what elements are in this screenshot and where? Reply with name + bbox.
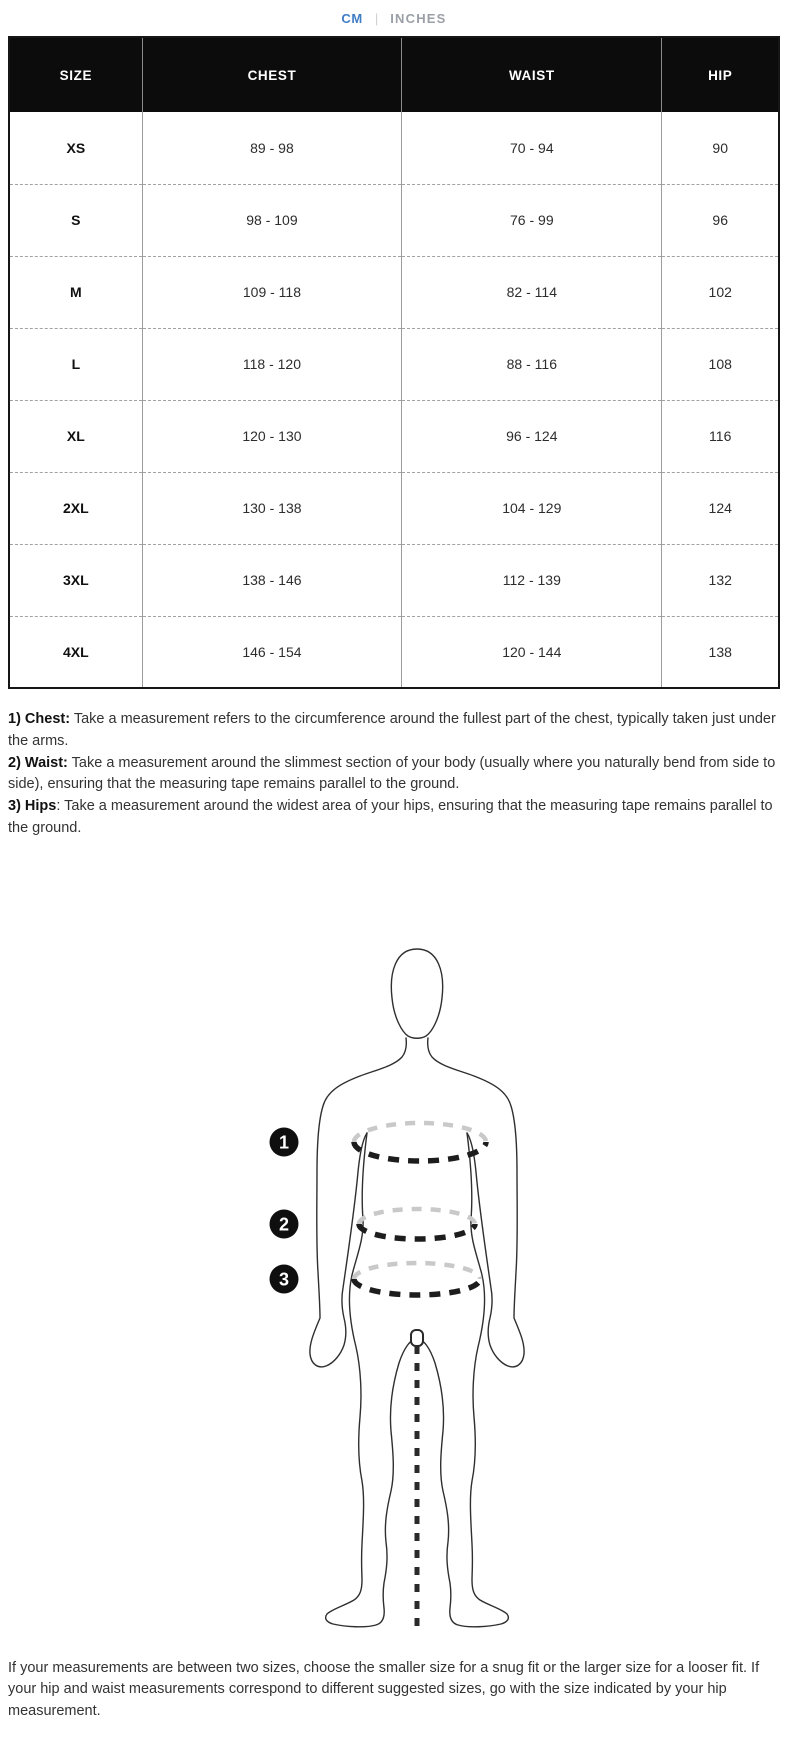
cell-size: M [9,256,142,328]
unit-toggle [0,0,788,36]
header-hip: HIP [662,37,779,112]
table-row [9,400,779,472]
cell-size: S [9,184,142,256]
cell-size: 2XL [9,472,142,544]
cell-chest: 118 - 120 [142,328,401,400]
table-row [9,112,779,184]
cell-waist: 112 - 139 [402,544,662,616]
table-row [9,328,779,400]
instruction-waist-label: 2) Waist: [8,754,68,771]
cell-hip: 102 [662,256,779,328]
table-row [9,256,779,328]
tab-inches[interactable]: INCHES [390,11,447,26]
cell-hip: 96 [662,184,779,256]
table-row [9,544,779,616]
table-row [9,616,779,688]
marker-1-number: 1 [278,1132,290,1152]
left-arm-outline [310,1038,406,1367]
cell-chest: 130 - 138 [142,472,401,544]
hip-tape-back [354,1263,480,1279]
cell-chest: 89 - 98 [142,112,401,184]
instruction-waist-text: Take a measurement around the slimmest section of your body (usually where you naturally bend from side to side), ensuring that the measuring tape remains parallel to the ground. [8,754,776,793]
size-chart-table [8,36,780,689]
cell-chest: 138 - 146 [142,544,401,616]
header-waist: WAIST [402,37,662,112]
instruction-chest-label: 1) Chest: [8,711,71,727]
instruction-hips [8,796,780,840]
cell-waist: 70 - 94 [402,112,662,184]
table-row [9,472,779,544]
left-leg-outline [326,1133,415,1627]
body-diagram-section [0,840,788,1640]
header-chest: CHEST [142,37,401,112]
body-measurement-diagram [180,938,610,1638]
cell-chest: 98 - 109 [142,184,401,256]
cell-size: XS [66,139,86,156]
chest-tape-front [354,1142,486,1161]
cell-hip: 108 [662,328,779,400]
right-leg-outline [419,1133,508,1627]
cell-size: 3XL [9,544,142,616]
cell-waist: 82 - 114 [402,256,662,328]
measurement-instructions [8,709,780,840]
instruction-waist [8,753,780,797]
right-arm-outline [428,1038,524,1367]
tape-markers [270,1127,299,1293]
header-size: SIZE [9,37,142,112]
instruction-chest-text: Take a measurement refers to the circumference around the fullest part of the chest, typically taken just under the arms. [8,711,776,749]
cell-hip: 124 [662,472,779,544]
cell-waist: 120 - 144 [402,616,662,688]
inseam-top-marker [411,1330,423,1346]
cell-chest: 120 - 130 [142,400,401,472]
table-row [9,184,779,256]
cell-waist: 88 - 116 [402,328,662,400]
marker-2-number: 2 [278,1214,290,1234]
instruction-hips-text: : Take a measurement around the widest area of your hips, ensuring that the measuring tape remains parallel to the ground. [8,798,773,836]
fit-advice-note: If your measurements are between two sizes, choose the smaller size for a snug fit or the larger size for a looser fit. If your hip and waist measurements correspond to different suggested sizes, go with the size indicated by your hip measurement. [8,1659,760,1719]
cell-hip: 132 [662,544,779,616]
chest-tape-back [354,1123,486,1142]
cell-chest: 146 - 154 [142,616,401,688]
cell-size: XL [9,400,142,472]
size-table-body [9,112,779,688]
cell-size: L [9,328,142,400]
cell-size: 4XL [9,616,142,688]
head-outline [391,949,442,1038]
hip-tape-front [354,1279,480,1295]
table-header-row [9,37,779,112]
tab-divider: | [374,11,379,26]
cell-waist: 76 - 99 [402,184,662,256]
waist-tape-front [359,1224,475,1239]
cell-waist: 96 - 124 [402,400,662,472]
instruction-hips-label: 3) Hips [8,798,57,814]
instruction-chest [8,709,780,753]
tab-cm[interactable]: CM [341,11,363,26]
cell-hip: 90 [662,112,779,184]
cell-waist: 104 - 129 [402,472,662,544]
marker-3-number: 3 [278,1269,290,1289]
cell-hip: 138 [662,616,779,688]
body-outline [310,949,524,1627]
cell-chest: 109 - 118 [142,256,401,328]
cell-hip: 116 [662,400,779,472]
waist-tape-back [359,1209,475,1224]
measurement-tapes [354,1123,486,1626]
